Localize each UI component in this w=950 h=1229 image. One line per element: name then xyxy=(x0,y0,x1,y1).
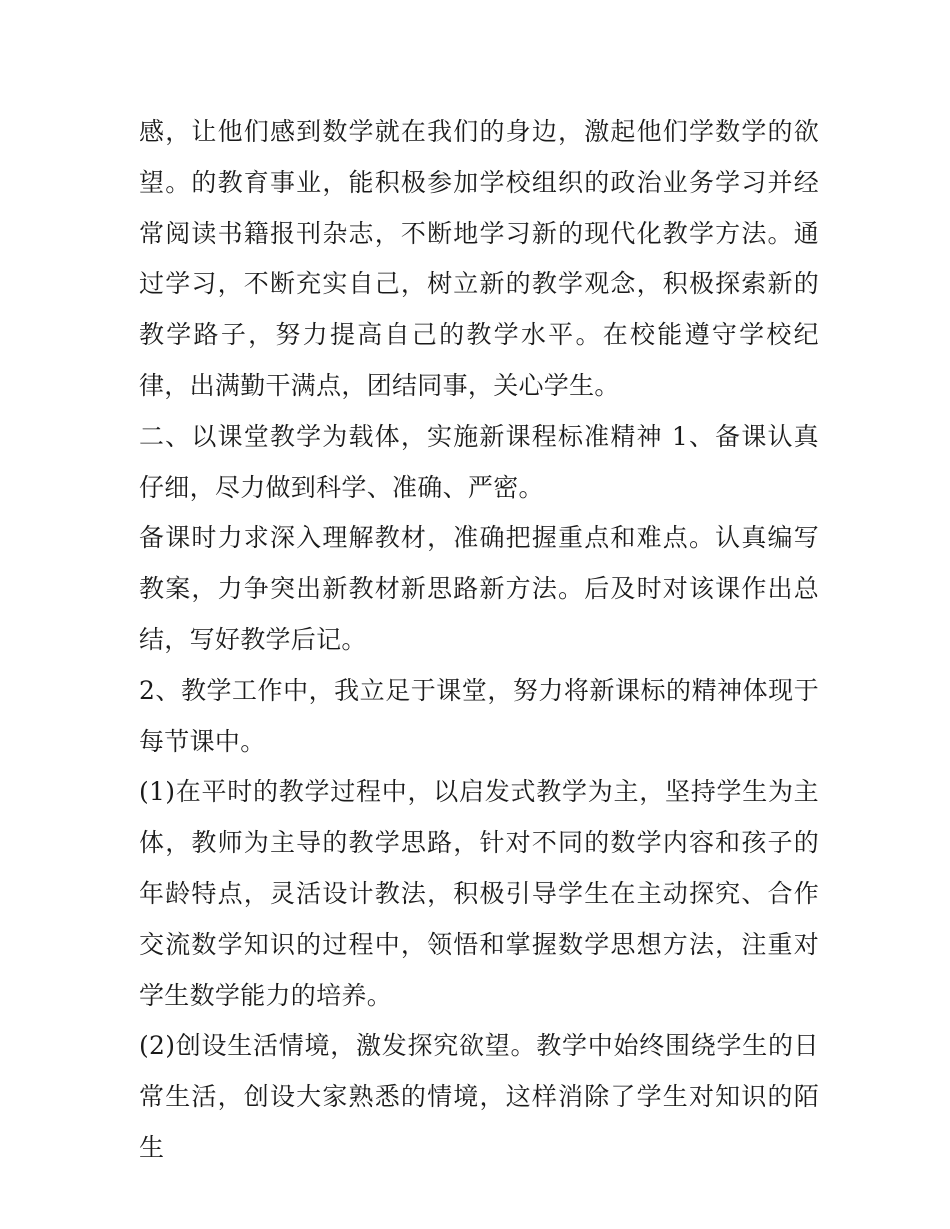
paragraph-item-2: (2)创设生活情境，激发探究欲望。教学中始终围绕学生的日常生活，创设大家熟悉的情境，这样消除了学生对知识的陌生 xyxy=(139,1031,819,1162)
paragraph-item-1: (1)在平时的教学过程中，以启发式教学为主，坚持学生为主体，教师为主导的教学思路，针对不同的数学内容和孩子的年龄特点，灵活设计教法，积极引导学生在主动探究、合作交流数学知识的过程中，领悟和掌握数学思想方法，注重对学生数学能力的培养。 xyxy=(139,777,819,1010)
paragraph-teaching-work: 2、教学工作中，我立足于课堂，努力将新课标的精神体现于每节课中。 xyxy=(139,675,819,756)
paragraph-lesson-prep: 备课时力求深入理解教材，准确把握重点和难点。认真编写教案，力争突出新教材新思路新方法。后及时对该课作出总结，写好教学后记。 xyxy=(139,523,819,654)
document-body xyxy=(139,107,819,1174)
paragraph-intro: 感，让他们感到数学就在我们的身边，激起他们学数学的欲望。的教育事业，能积极参加学校组织的政治业务学习并经常阅读书籍报刊杂志，不断地学习新的现代化教学方法。通过学习，不断充实自己，树立新的教学观念，积极探索新的教学路子，努力提高自己的教学水平。在校能遵守学校纪律，出满勤干满点，团结同事，关心学生。 xyxy=(139,117,819,400)
paragraph-section-two-heading: 二、以课堂教学为载体，实施新课程标准精神 1、备课认真仔细，尽力做到科学、准确、严密。 xyxy=(139,421,819,502)
